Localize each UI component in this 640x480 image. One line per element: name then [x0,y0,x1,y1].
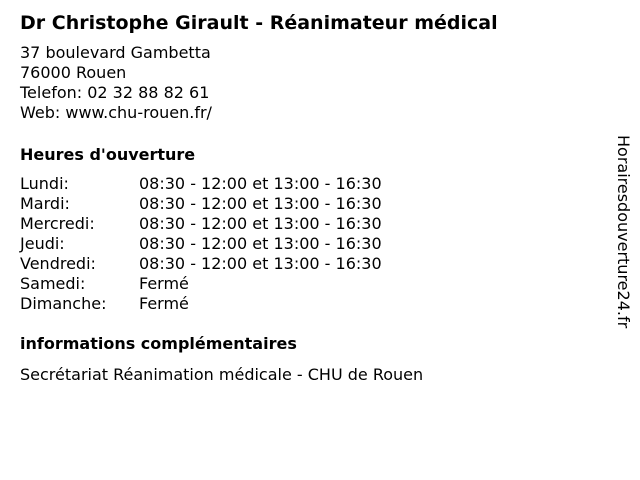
address-city: 76000 Rouen [20,63,127,82]
hours-time: 08:30 - 12:00 et 13:00 - 16:30 [139,194,382,213]
hours-day: Mercredi: [20,214,95,233]
hours-day: Vendredi: [20,254,96,273]
hours-day: Dimanche: [20,294,107,313]
hours-time: 08:30 - 12:00 et 13:00 - 16:30 [139,234,382,253]
hours-time: 08:30 - 12:00 et 13:00 - 16:30 [139,174,382,193]
info-heading: informations complémentaires [20,334,297,353]
hours-time: 08:30 - 12:00 et 13:00 - 16:30 [139,254,382,273]
info-text: Secrétariat Réanimation médicale - CHU de Rouen [20,365,424,384]
hours-day: Jeudi: [20,234,65,253]
address-phone: Telefon: 02 32 88 82 61 [20,83,210,102]
address-street: 37 boulevard Gambetta [20,43,211,62]
hours-day: Samedi: [20,274,86,293]
page-title: Dr Christophe Girault - Réanimateur médical [20,12,498,34]
address-web: Web: www.chu-rouen.fr/ [20,103,212,122]
hours-day: Lundi: [20,174,69,193]
hours-time: Fermé [139,274,189,293]
site-watermark: Horairesdouverture24.fr [614,135,633,329]
hours-time: 08:30 - 12:00 et 13:00 - 16:30 [139,214,382,233]
hours-time: Fermé [139,294,189,313]
hours-heading: Heures d'ouverture [20,145,196,164]
hours-day: Mardi: [20,194,70,213]
address-block [20,43,212,123]
